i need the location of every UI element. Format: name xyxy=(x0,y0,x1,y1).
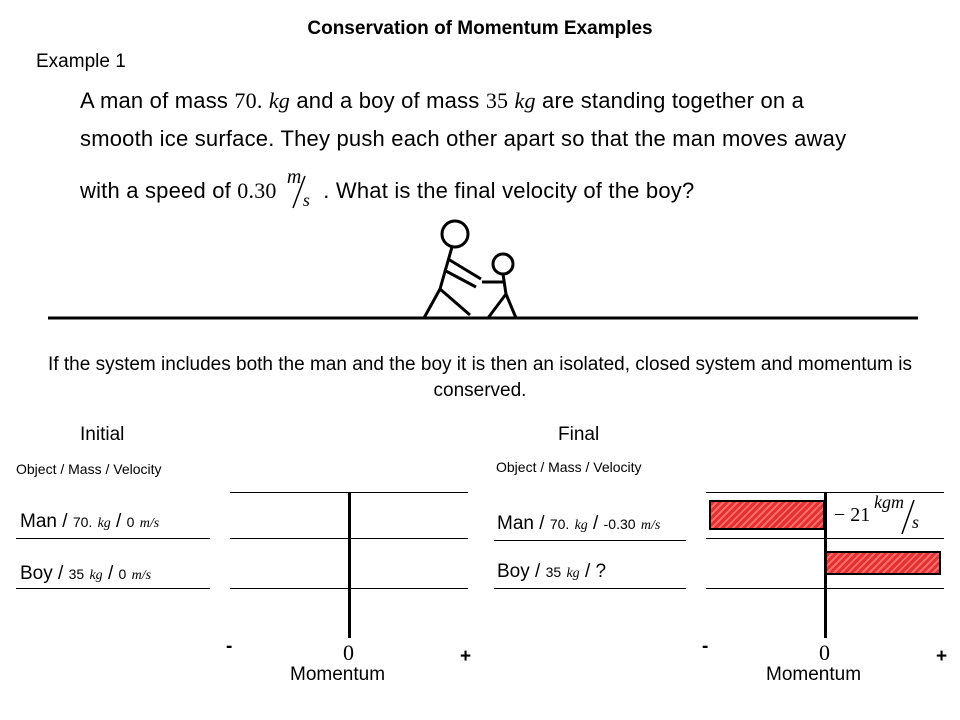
final-heading: Final xyxy=(558,424,600,445)
final-man-momentum-bar xyxy=(709,500,825,530)
final-row-man: Man / 70. kg / -0.30 m/s xyxy=(497,513,661,534)
man-mass: 70. xyxy=(234,88,263,113)
problem-line-2: smooth ice surface. They push each other apart so that the man moves away xyxy=(80,126,847,151)
man-and-boy-illustration xyxy=(40,212,930,328)
man-figure xyxy=(424,221,481,318)
final-minus-label: - xyxy=(702,636,709,657)
fraction-slash xyxy=(283,172,317,212)
initial-zero-axis xyxy=(348,492,351,638)
initial-heading: Initial xyxy=(80,424,125,445)
initial-momentum-label: Momentum xyxy=(290,664,386,685)
example-label: Example 1 xyxy=(36,51,126,72)
final-column-headers: Object / Mass / Velocity xyxy=(496,459,642,475)
man-final-velocity: -0.30 xyxy=(603,516,636,532)
system-description: If the system includes both the man and the boy it is then an isolated, closed system and momentum is conserved. xyxy=(48,354,912,401)
initial-zero-label: 0 xyxy=(343,640,354,665)
final-row-divider xyxy=(494,540,686,541)
final-momentum-label: Momentum xyxy=(766,664,862,685)
boy-mass: 35 xyxy=(485,88,509,113)
initial-row-divider xyxy=(16,588,210,589)
initial-column-headers: Object / Mass / Velocity xyxy=(16,461,162,477)
boy-figure xyxy=(482,254,516,318)
final-boy-momentum-bar xyxy=(825,551,941,575)
final-zero-axis xyxy=(824,492,827,638)
initial-row-man: Man / 70. kg / 0 m/s xyxy=(20,511,160,532)
problem-line-3: with a speed of 0.30 m s . What is the final velocity of the boy? xyxy=(80,166,695,210)
boy-final-velocity-unknown: ? xyxy=(595,561,607,582)
initial-plus-label: + xyxy=(460,646,472,667)
man-momentum-value-label: − 21 kgm s xyxy=(834,496,944,536)
initial-minus-label: - xyxy=(226,636,233,657)
final-row-boy: Boy / 35 kg / ? xyxy=(497,561,607,582)
initial-row-divider xyxy=(16,538,210,539)
page-title: Conservation of Momentum Examples xyxy=(307,18,653,39)
final-plus-label: + xyxy=(936,646,948,667)
final-zero-label: 0 xyxy=(819,640,830,665)
problem-line-1: A man of mass 70. kg and a boy of mass 35 kg are standing together on a xyxy=(80,88,805,113)
man-speed: 0.30 xyxy=(237,177,277,203)
initial-row-boy: Boy / 35 kg / 0 m/s xyxy=(20,563,152,584)
speed-unit: m s xyxy=(283,172,317,212)
final-row-divider xyxy=(494,588,686,589)
